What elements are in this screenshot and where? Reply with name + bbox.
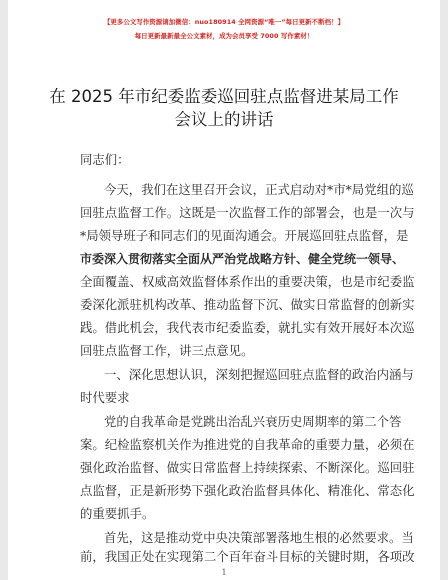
body-line: 回驻点监督工作。这既是一次监督工作的部署会，也是一次与 bbox=[80, 205, 415, 220]
body-line: 点监督，正是新形势下强化政治监督具体化、精准化、常态化 bbox=[80, 483, 415, 498]
body-line: *局领导班子和同志们的见面沟通会。开展巡回驻点监督，是 bbox=[80, 228, 409, 243]
body-line: 党的自我革命是党跳出治乱兴衰历史周期率的第二个答 bbox=[104, 414, 402, 429]
body-line: 践。借此机会，我代表市纪委监委，就扎实有效开展好本次巡 bbox=[80, 320, 415, 335]
body-line: 前，我国正处在实现第二个百年奋斗目标的关键时期，各项改 bbox=[80, 549, 415, 564]
body-line-emphasis: 市委深入贯彻落实全面从严治党战略方针、健全党统一领导、 bbox=[80, 252, 405, 266]
body-line: 案。纪检监察机关作为推进党的自我革命的重要力量，必须在 bbox=[80, 437, 415, 452]
section-heading-line-1: 一、深化思想认识，深刻把握巡回驻点监督的政治内涵与 bbox=[104, 367, 414, 382]
body-line: 首先，这是推动党中央决策部署落地生根的必然要求。当 bbox=[104, 530, 414, 545]
page-number: 1 bbox=[221, 568, 227, 577]
promo-banner-line-2: 每日更新最新最全公文素材，成为会员享受 7000 写作素材！ bbox=[134, 32, 314, 40]
document-title-line-2: 会议上的讲话 bbox=[174, 110, 274, 129]
body-line: 强化政治监督、做实日常监督上持续探索、不断深化。巡回驻 bbox=[80, 460, 415, 475]
body-line: 委深化派驻机构改革、推动监督下沉、做实日常监督的创新实 bbox=[80, 297, 415, 312]
body-line: 回驻点监督工作，讲三点意见。 bbox=[80, 343, 254, 358]
salutation: 同志们： bbox=[80, 152, 130, 167]
document-title-line-1: 在 2025 年市纪委监委巡回驻点监督进某局工作 bbox=[49, 87, 399, 106]
promo-banner-line-1: 【更多公文写作资源请加微信：nuo180914 全网资源“唯一”每日更新不断档！】 bbox=[103, 18, 345, 26]
section-heading-line-2: 时代要求 bbox=[80, 390, 130, 405]
body-line: 的重要抓手。 bbox=[80, 506, 155, 521]
document-page bbox=[8, 0, 440, 580]
body-line: 全面覆盖、权威高效监督体系作出的重要决策，也是市纪委监 bbox=[80, 274, 415, 289]
body-line: 今天，我们在这里召开会议，正式启动对*市*局党组的巡 bbox=[104, 182, 414, 197]
